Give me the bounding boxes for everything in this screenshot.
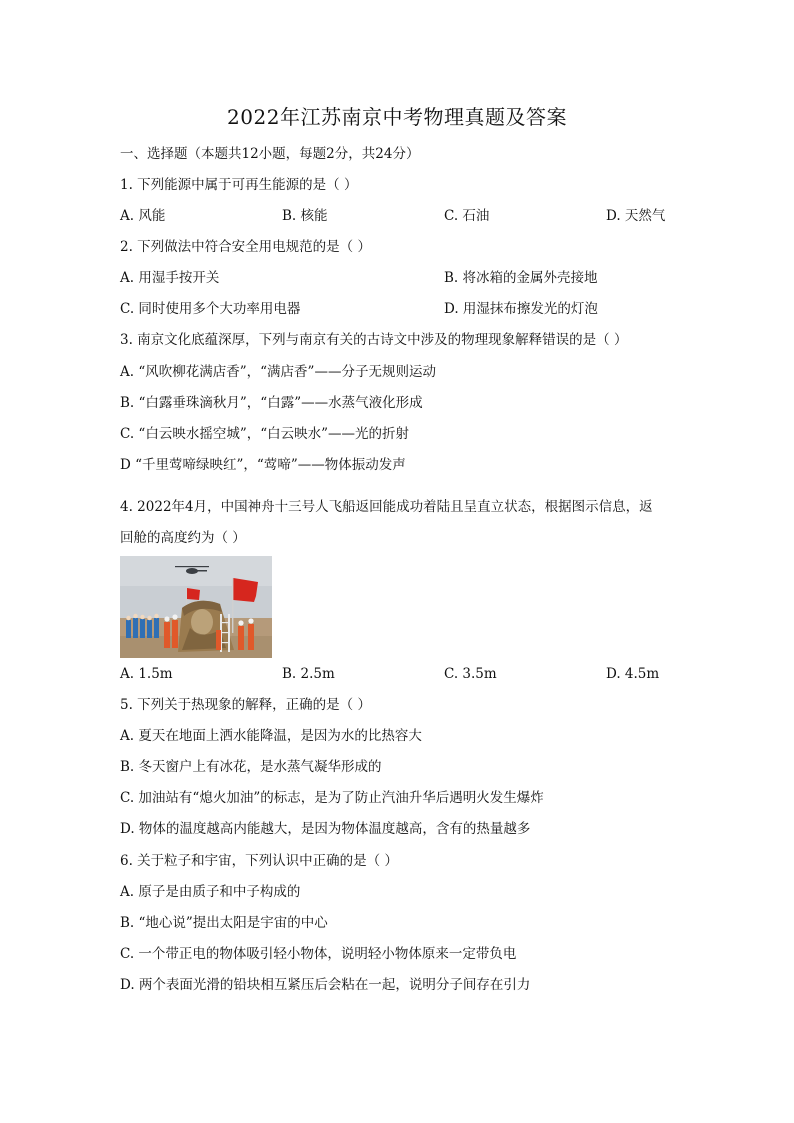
q2-option-a: A. 用湿手按开关 [120,270,220,286]
question-2-stem: 2. 下列做法中符合安全用电规范的是（ ） [120,239,371,255]
page-title: 2022年江苏南京中考物理真题及答案 [227,105,567,129]
q3-option-c: C. “白云映水摇空城”，“白云映水”——光的折射 [120,426,410,442]
q5-option-a: A. 夏天在地面上洒水能降温，是因为水的比热容大 [120,728,422,744]
q5-option-b: B. 冬天窗户上有冰花，是水蒸气凝华形成的 [120,759,382,775]
q1-option-b: B. 核能 [282,208,328,224]
q3-option-b: B. “白露垂珠滴秋月”，“白露”——水蒸气液化形成 [120,395,423,411]
q6-option-b: B. “地心说”提出太阳是宇宙的中心 [120,915,328,931]
q6-option-a: A. 原子是由质子和中子构成的 [120,884,301,900]
q2-option-b: B. 将冰箱的金属外壳接地 [444,270,598,286]
question-5-stem: 5. 下列关于热现象的解释，正确的是（ ） [120,697,371,713]
section-heading: 一、选择题（本题共12小题，每题2分，共24分） [120,146,420,162]
q2-option-d: D. 用湿抹布擦发光的灯泡 [444,301,598,317]
spacecraft-capsule-photo-icon [120,556,272,658]
q3-option-a: A. “风吹柳花满店香”，“满店香”——分子无规则运动 [120,364,436,380]
q4-option-a: A. 1.5m [120,666,173,682]
question-1-stem: 1. 下列能源中属于可再生能源的是（ ） [120,177,358,193]
q1-option-d: D. 天然气 [606,208,666,224]
question-6-stem: 6. 关于粒子和宇宙，下列认识中正确的是（ ） [120,853,398,869]
q4-option-b: B. 2.5m [282,666,335,682]
question-4-stem-line1: 4. 2022年4月，中国神舟十三号人飞船返回能成功着陆且呈直立状态，根据图示信息，返 [120,499,653,515]
q1-option-c: C. 石油 [444,208,490,224]
question-3-stem: 3. 南京文化底蕴深厚，下列与南京有关的古诗文中涉及的物理现象解释错误的是（ ） [120,332,628,348]
q3-option-d: D “千里莺啼绿映红”，“莺啼”——物体振动发声 [120,457,406,473]
q4-option-c: C. 3.5m [444,666,497,682]
q4-option-d: D. 4.5m [606,666,660,682]
q6-option-c: C. 一个带正电的物体吸引轻小物体，说明轻小物体原来一定带负电 [120,946,517,962]
q5-option-c: C. 加油站有“熄火加油”的标志，是为了防止汽油升华后遇明火发生爆炸 [120,790,544,806]
question-4-stem-line2: 回舱的高度约为（ ） [120,530,246,546]
q6-option-d: D. 两个表面光滑的铅块相互紧压后会粘在一起，说明分子间存在引力 [120,977,531,993]
capsule-landing-photo [120,556,272,658]
q1-option-a: A. 风能 [120,208,166,224]
q2-option-c: C. 同时使用多个大功率用电器 [120,301,301,317]
q5-option-d: D. 物体的温度越高内能越大，是因为物体温度越高，含有的热量越多 [120,821,531,837]
